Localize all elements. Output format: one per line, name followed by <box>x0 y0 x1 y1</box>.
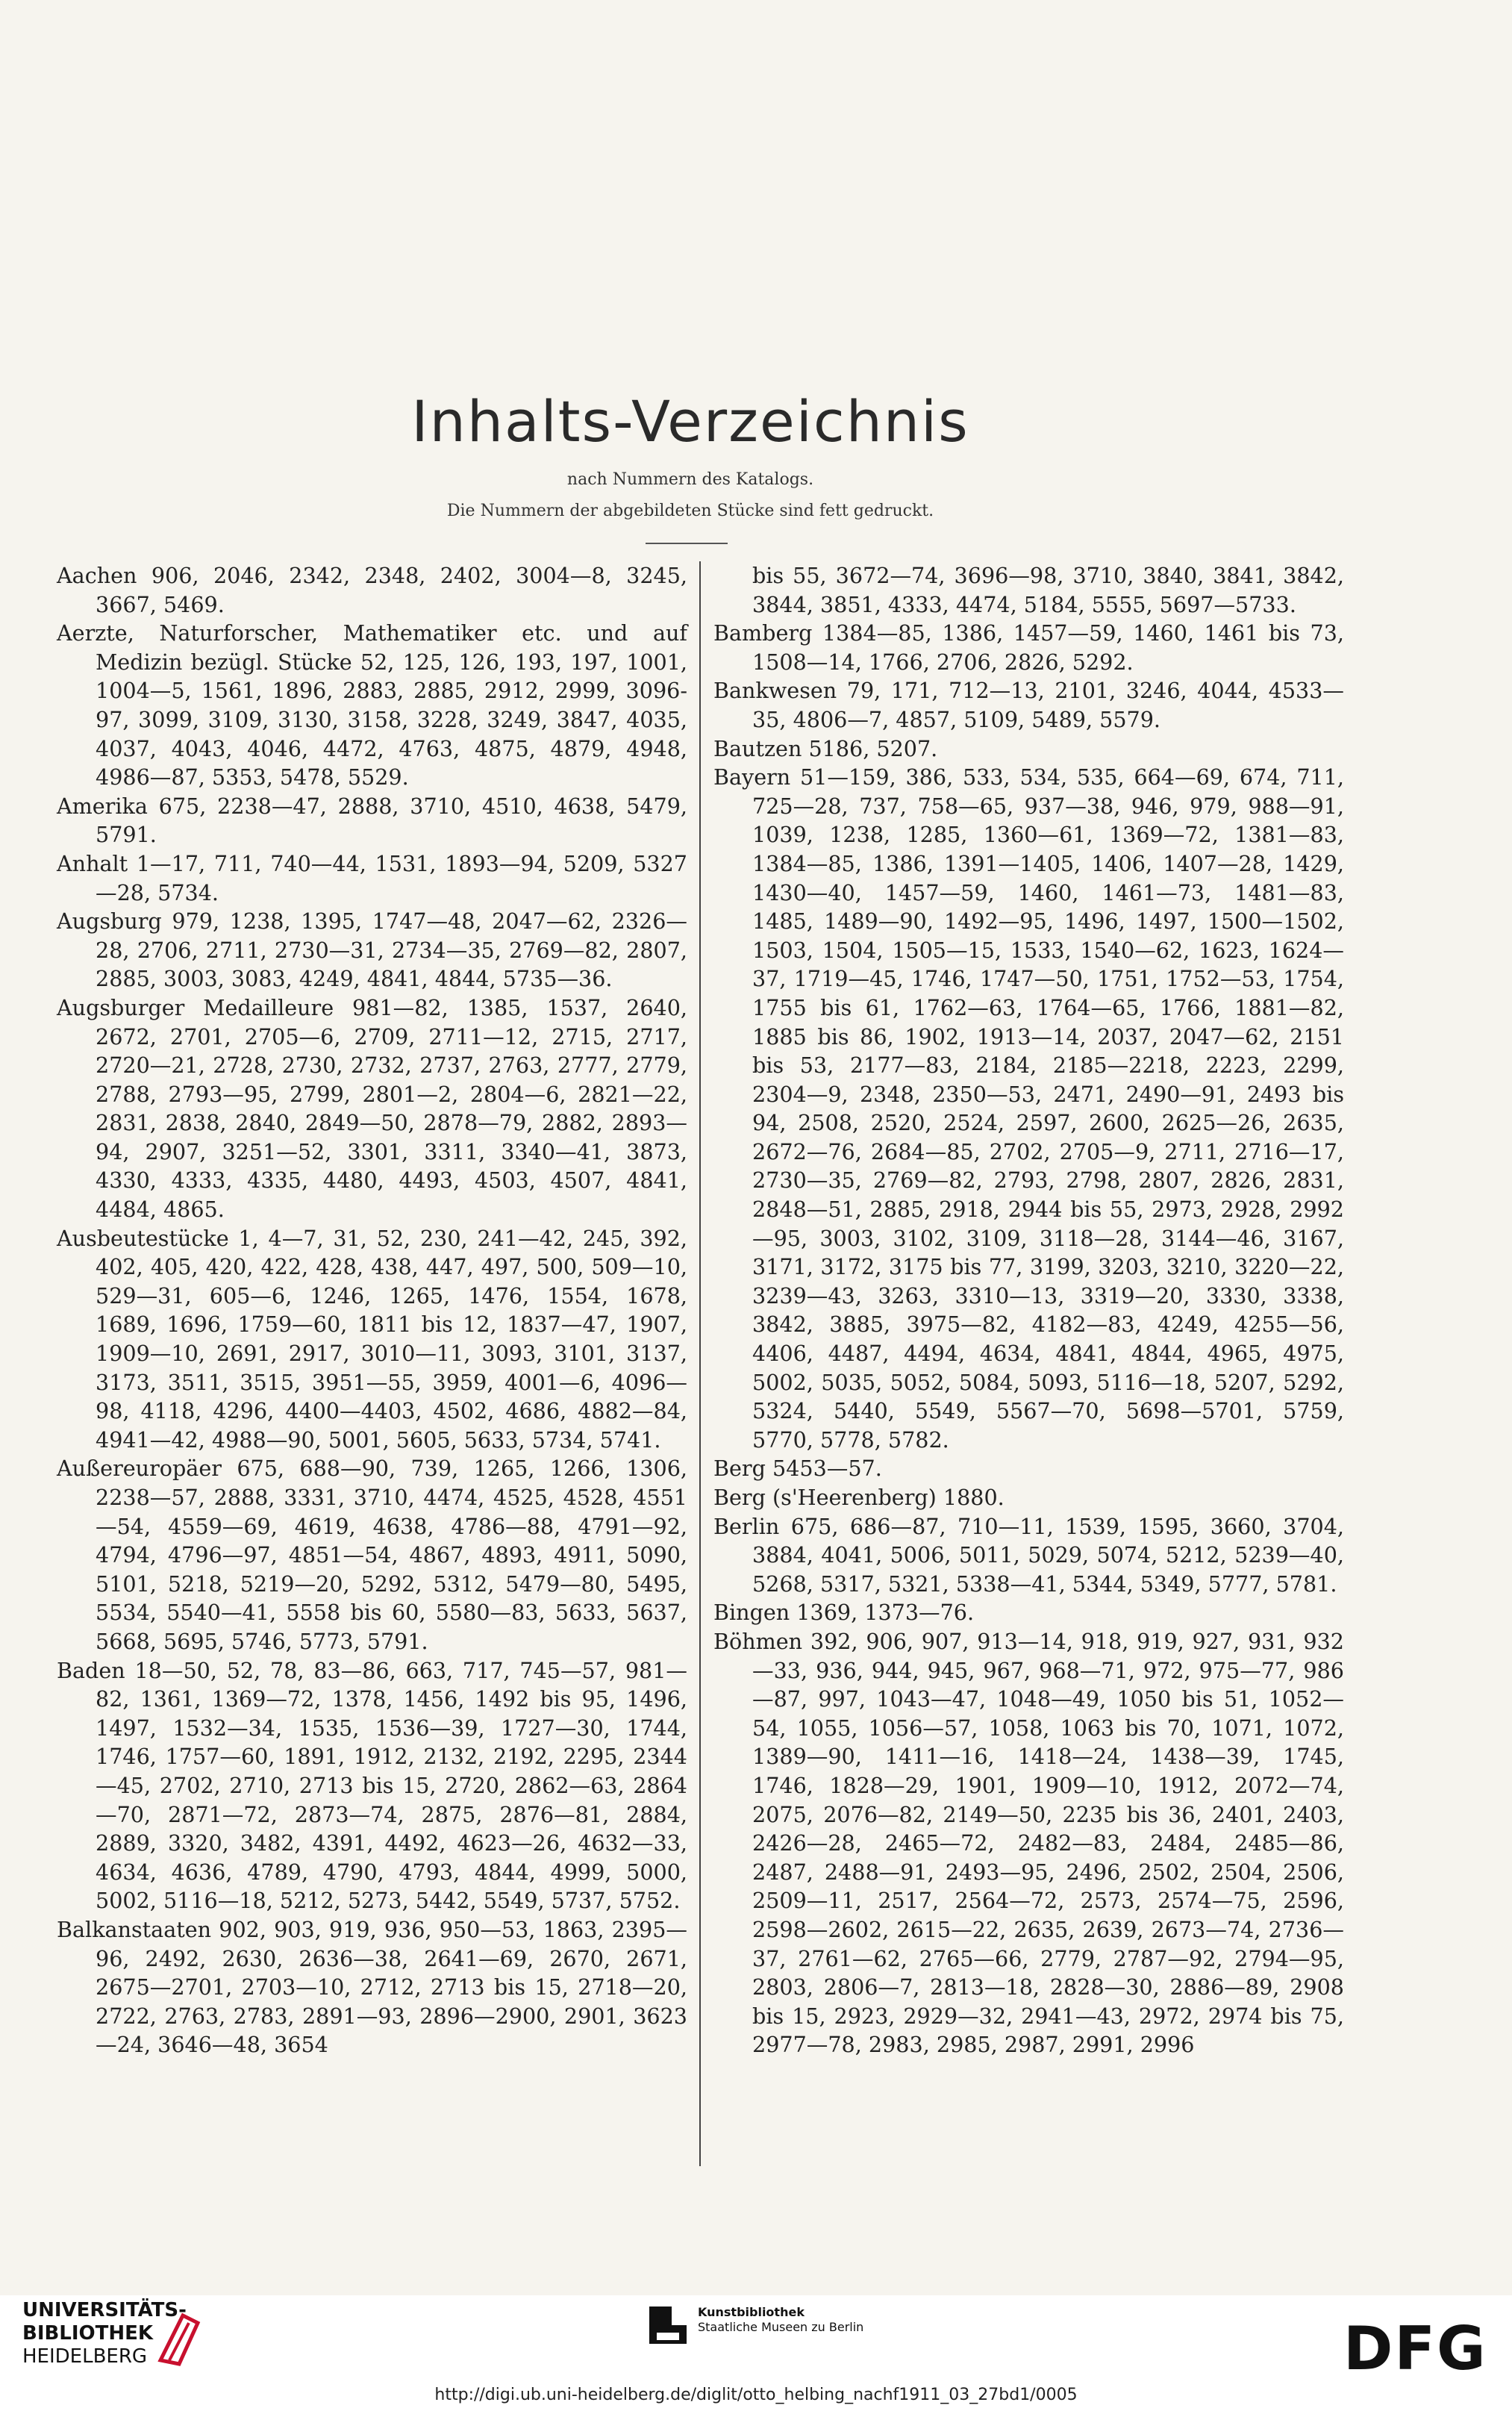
kb-name: Kunstbibliothek <box>698 2305 805 2319</box>
index-entry: Anhalt 1—17, 711, 740—44, 1531, 1893—94, 5209, 5327—28, 5734. <box>57 850 687 905</box>
index-entry: Aachen 906, 2046, 2342, 2348, 2402, 3004—8, 3245, 3667, 5469. <box>57 563 687 617</box>
index-entry: Aerzte, Naturforscher, Mathematiker etc. und auf Medizin bezügl. Stücke 52, 125, 126, 193, 197, 1001, 1004—5, 1561, 1896, 2883, 2885, 2912, 2999, 3096- 97, 3099, 3109, 3130, 3158, 3228, 3249, 3847, 4035, 4037, 4043, 4046, 4472, 4763, 4875, 4879, 4948, 4986—87, 5353, 5478, 5529. <box>57 620 687 790</box>
index-column-left <box>57 561 687 2059</box>
page-title: Inhalts-Verzeichnis <box>411 388 969 455</box>
index-entry: Berg (s'Heerenberg) 1880. <box>713 1485 1005 1510</box>
index-entry: Bingen 1369, 1373—76. <box>713 1600 975 1626</box>
bold-numbers-note: Die Nummern der abgebildeten Stücke sind fett gedruckt. <box>446 502 934 520</box>
index-entry: Böhmen 392, 906, 907, 913—14, 918, 919, 927, 931, 932—33, 936, 944, 945, 967, 968—71, 972, 975—77, 986—87, 997, 1043—47, 1048—49, 1050 bis 51, 1052—54, 1055, 1056—57, 1058, 1063 bis 70, 1071, 1072, 1389—90, 1411—16, 1418—24, 1438—39, 1745, 1746, 1828—29, 1901, 1909—10, 1912, 2072—74, 2075, 2076—82, 2149—50, 2235 bis 36, 2401, 2403, 2426—28, 2465—72, 2482—83, 2484, 2485—86, 2487, 2488—91, 2493—95, 2496, 2502, 2504, 2506, 2509—11, 2517, 2564—72, 2573, 2574—75, 2596, 2598—2602, 2615—22, 2635, 2639, 2673—74, 2736—37, 2761—62, 2765—66, 2779, 2787—92, 2794—95, 2803, 2806—7, 2813—18, 2828—30, 2886—89, 2908 bis 15, 2923, 2929—32, 2941—43, 2972, 2974 bis 75, 2977—78, 2983, 2985, 2987, 2991, 2996 <box>713 1628 1344 2058</box>
index-entry: Augsburg 979, 1238, 1395, 1747—48, 2047—62, 2326—28, 2706, 2711, 2730—31, 2734—35, 2769—82, 2807, 2885, 3003, 3083, 4249, 4841, 4844, 5735—36. <box>57 908 687 992</box>
index-entry: Bayern 51—159, 386, 533, 534, 535, 664—69, 674, 711, 725—28, 737, 758—65, 937—38, 946, 979, 988—91, 1039, 1238, 1285, 1360—61, 1369—72, 1381—83, 1384—85, 1386, 1391—1405, 1406, 1407—28, 1429, 1430—40, 1457—59, 1460, 1461—73, 1481—83, 1485, 1489—90, 1492—95, 1496, 1497, 1500—1502, 1503, 1504, 1505—15, 1533, 1540—62, 1623, 1624—37, 1719—45, 1746, 1747—50, 1751, 1752—53, 1754, 1755 bis 61, 1762—63, 1764—65, 1766, 1881—82, 1885 bis 86, 1902, 1913—14, 2037, 2047—62, 2151 bis 53, 2177—83, 2184, 2185—2218, 2223, 2299, 2304—9, 2348, 2350—53, 2471, 2490—91, 2493 bis 94, 2508, 2520, 2524, 2597, 2600, 2625—26, 2635, 2672—76, 2684—85, 2702, 2705—9, 2711, 2716—17, 2730—35, 2769—82, 2793, 2798, 2807, 2826, 2831, 2848—51, 2885, 2918, 2944 bis 55, 2973, 2928, 2992—95, 3003, 3102, 3109, 3118—28, 3144—46, 3167, 3171, 3172, 3175 bis 77, 3199, 3203, 3210, 3220—22, 3239—43, 3263, 3310—13, 3319—20, 3330, 3338, 3842, 3885, 3975—82, 4182—83, 4249, 4255—56, 4406, 4487, 4494, 4634, 4841, 4844, 4965, 4975, 5002, 5035, 5052, 5084, 5093, 5116—18, 5207, 5292, 5324, 5440, 5549, 5567—70, 5698—5701, 5759, 5770, 5778, 5782. <box>713 764 1344 1453</box>
logo-line: BIBLIOTHEK <box>22 2322 154 2345</box>
column-divider <box>699 561 701 2166</box>
index-column-right <box>713 561 1344 2059</box>
index-entry: Außereuropäer 675, 688—90, 739, 1265, 1266, 1306, 2238—57, 2888, 3331, 3710, 4474, 4525, 4528, 4551—54, 4559—69, 4619, 4638, 4786—88, 4791—92, 4794, 4796—97, 4851—54, 4867, 4893, 4911, 5090, 5101, 5218, 5219—20, 5292, 5312, 5479—80, 5495, 5534, 5540—41, 5558 bis 60, 5580—83, 5633, 5637, 5668, 5695, 5746, 5773, 5791. <box>57 1456 687 1654</box>
kunstbibliothek-logo[interactable] <box>698 2305 863 2335</box>
index-entry: Bamberg 1384—85, 1386, 1457—59, 1460, 1461 bis 73, 1508—14, 1766, 2706, 2826, 5292. <box>713 620 1344 675</box>
title-rule <box>646 543 728 544</box>
kunstbibliothek-mark-icon <box>646 2303 690 2348</box>
page-subtitle: nach Nummern des Katalogs. <box>566 470 814 489</box>
source-url-link[interactable]: http://digi.ub.uni-heidelberg.de/diglit/otto_helbing_nachf1911_03_27bd1/0005 <box>434 2386 1078 2404</box>
logo-line: HEIDELBERG <box>22 2345 148 2368</box>
index-entry: Ausbeutestücke 1, 4—7, 31, 52, 230, 241—42, 245, 392, 402, 405, 420, 422, 428, 438, 447, 497, 500, 509—10, 529—31, 605—6, 1246, 1265, 1476, 1554, 1678, 1689, 1696, 1759—60, 1811 bis 12, 1837—47, 1907, 1909—10, 2691, 2917, 3010—11, 3093, 3101, 3137, 3173, 3511, 3515, 3951—55, 3959, 4001—6, 4096—98, 4118, 4296, 4400—4403, 4502, 4686, 4882—84, 4941—42, 4988—90, 5001, 5605, 5633, 5734, 5741. <box>57 1225 687 1453</box>
index-entry: Bankwesen 79, 171, 712—13, 2101, 3246, 4044, 4533—35, 4806—7, 4857, 5109, 5489, 5579. <box>713 678 1344 732</box>
logo-line: UNIVERSITÄTS- <box>22 2299 187 2321</box>
index-entry: Balkanstaaten 902, 903, 919, 936, 950—53, 1863, 2395—96, 2492, 2630, 2636—38, 2641—69, 2670, 2671, 2675—2701, 2703—10, 2712, 2713 bis 15, 2718—20, 2722, 2763, 2783, 2891—93, 2896—2900, 2901, 3623—24, 3646—48, 3654 <box>57 1916 687 2058</box>
index-entry: Amerika 675, 2238—47, 2888, 3710, 4510, 4638, 5479, 5791. <box>57 793 687 848</box>
kb-subline: Staatliche Museen zu Berlin <box>698 2320 864 2334</box>
index-entry: Bautzen 5186, 5207. <box>713 735 938 761</box>
ub-heidelberg-mark-icon <box>153 2308 205 2368</box>
index-entry: Berg 5453—57. <box>713 1456 882 1482</box>
index-entry-continuation: bis 55, 3672—74, 3696—98, 3710, 3840, 3841, 3842, 3844, 3851, 4333, 4474, 5184, 5555, 5697—5733. <box>752 563 1344 617</box>
index-entry: Baden 18—50, 52, 78, 83—86, 663, 717, 745—57, 981—82, 1361, 1369—72, 1378, 1456, 1492 bis 95, 1496, 1497, 1532—34, 1535, 1536—39, 1727—30, 1744, 1746, 1757—60, 1891, 1912, 2132, 2192, 2295, 2344—45, 2702, 2710, 2713 bis 15, 2720, 2862—63, 2864—70, 2871—72, 2873—74, 2875, 2876—81, 2884, 2889, 3320, 3482, 4391, 4492, 4623—26, 4632—33, 4634, 4636, 4789, 4790, 4793, 4844, 4999, 5000, 5002, 5116—18, 5212, 5273, 5442, 5549, 5737, 5752. <box>57 1657 687 1914</box>
index-entry: Augsburger Medailleure 981—82, 1385, 1537, 2640, 2672, 2701, 2705—6, 2709, 2711—12, 2715, 2717, 2720—21, 2728, 2730, 2732, 2737, 2763, 2777, 2779, 2788, 2793—95, 2799, 2801—2, 2804—6, 2821—22, 2831, 2838, 2840, 2849—50, 2878—79, 2882, 2893—94, 2907, 3251—52, 3301, 3311, 3340—41, 3873, 4330, 4333, 4335, 4480, 4493, 4503, 4507, 4841, 4484, 4865. <box>57 994 687 1223</box>
dfg-logo[interactable]: DFG <box>1343 2314 1487 2383</box>
index-entry: Berlin 675, 686—87, 710—11, 1539, 1595, 3660, 3704, 3884, 4041, 5006, 5011, 5029, 5074, 5212, 5239—40, 5268, 5317, 5321, 5338—41, 5344, 5349, 5777, 5781. <box>713 1513 1344 1597</box>
